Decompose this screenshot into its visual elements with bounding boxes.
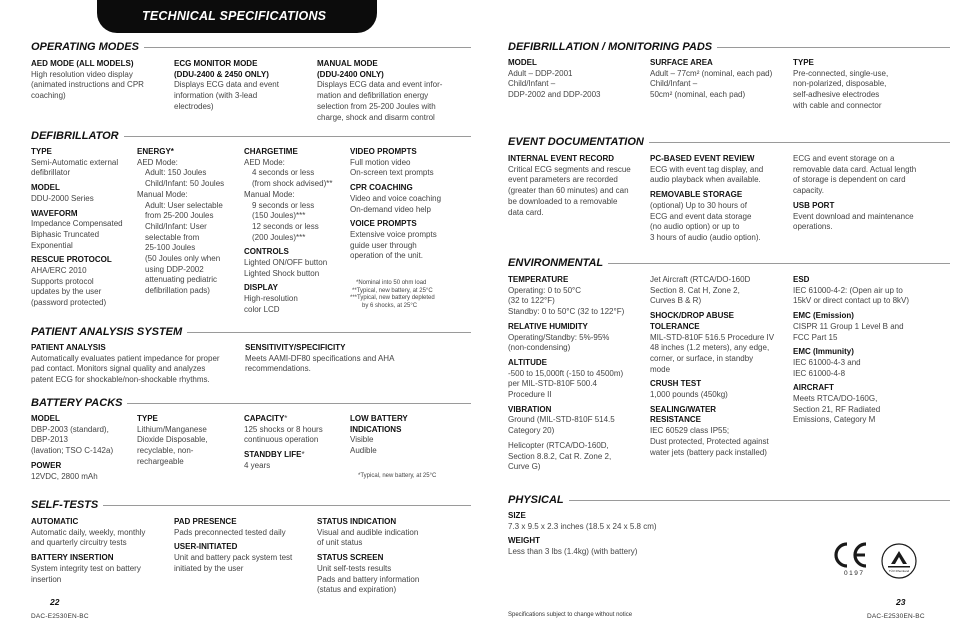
selftest-col-1 [31, 517, 166, 585]
spec-line: Lighted Shock button [244, 268, 320, 278]
spec-line: Unit and battery pack system test [174, 553, 293, 563]
spec-heading: SENSITIVITY/SPECIFICITY [245, 343, 346, 352]
spec-line: Audible [350, 446, 377, 456]
spec-line: Biphasic Truncated [31, 229, 100, 239]
spec-heading: TYPE [137, 414, 158, 423]
spec-line: Extensive voice prompts [350, 229, 437, 239]
defib-col-prompts [350, 147, 470, 262]
page-number: 22 [50, 597, 60, 607]
spec-line: audio playback when available. [650, 175, 761, 185]
spec-line: corner, or surface, in standby [650, 353, 754, 363]
section-title: OPERATING MODES [31, 41, 139, 53]
spec-line: ECG and event data storage [650, 211, 752, 221]
spec-line: Displays ECG data and event infor- [317, 80, 443, 90]
spec-line: (non-condensing) [508, 343, 571, 353]
card-storage-block [793, 154, 943, 233]
footnote: ***Typical, new battery depleted [350, 295, 435, 302]
spec-line: Less than 3 lbs (1.4kg) (with battery) [508, 547, 638, 557]
spec-line: (no audio option) or up to [650, 222, 740, 232]
pads-type-block [793, 58, 933, 112]
document-id: DAC-E2530EN-BC [867, 613, 925, 620]
document-id: DAC-E2530EN-BC [31, 613, 89, 620]
spec-line: of unit status [317, 538, 363, 548]
spec-line: Automatically evaluates patient impedance for proper [31, 353, 220, 363]
spec-heading: MODEL [31, 183, 60, 193]
page-title: TECHNICAL SPECIFICATIONS [142, 9, 327, 23]
section-rule [103, 505, 471, 506]
env-col-1 [508, 275, 648, 473]
spec-heading: STATUS INDICATION [317, 517, 397, 526]
spec-line: (greater than 60 minutes) and can [508, 186, 629, 196]
spec-line: Category 20) [508, 426, 555, 436]
spec-line: Curve G) [508, 462, 541, 472]
spec-line: Adult: User selectable [145, 200, 223, 210]
spec-line: data card. [508, 207, 544, 217]
spec-line: AED Mode: [137, 157, 178, 167]
spec-heading: EMC (Emission) [793, 311, 854, 321]
spec-line: Manual Mode: [137, 189, 188, 199]
spec-heading: BATTERY INSERTION [31, 553, 114, 563]
section-battery-packs [31, 396, 471, 410]
battery-col-capacity [244, 414, 346, 472]
spec-heading: CHARGETIME [244, 147, 298, 156]
spec-line: Automatic daily, weekly, monthly [31, 527, 146, 537]
section-title: DEFIBRILLATOR [31, 130, 119, 142]
spec-line: Operating/Standby: 5%-95% [508, 332, 610, 342]
spec-line: (animated instructions and CPR [31, 80, 144, 90]
spec-line: MIL-STD-810F 516.5 Procedure IV [650, 332, 775, 342]
patient-analysis-block [31, 343, 241, 386]
pc-event-review-block [650, 154, 790, 244]
ce-mark-icon [830, 540, 870, 570]
right-page [477, 0, 954, 640]
spec-line: ECG with event tag display, and [650, 164, 764, 174]
spec-heading: VIBRATION [508, 404, 552, 414]
spec-line: recyclable, non- [137, 446, 194, 456]
spec-heading: VIDEO PROMPTS [350, 147, 417, 156]
spec-heading: SHOCK/DROP ABUSE [650, 311, 735, 321]
spec-line: using DDP-2002 [145, 264, 204, 274]
spec-line: FCC Part 15 [793, 332, 838, 342]
spec-heading: INTERNAL EVENT RECORD [508, 154, 615, 163]
spec-heading: REMOVABLE STORAGE [650, 190, 743, 200]
section-title: SELF-TESTS [31, 499, 99, 511]
spec-line: defibrillation pads) [145, 286, 210, 296]
sensitivity-block [245, 343, 455, 375]
spec-line: (150 Joules)*** [252, 211, 306, 221]
spec-line: Adult – 77cm² (nominal, each pad) [650, 68, 773, 78]
spec-line: (200 Joules)*** [252, 232, 306, 242]
spec-line: Adult – DDP-2001 [508, 68, 573, 78]
spec-line: capacity. [793, 186, 824, 196]
spec-heading: (DDU-2400 & 2450 ONLY) [174, 69, 269, 79]
spec-line: Exponential [31, 240, 73, 250]
spec-heading: AIRCRAFT [793, 383, 834, 393]
section-title: DEFIBRILLATION / MONITORING PADS [508, 41, 713, 53]
spec-line: (password protected) [31, 298, 107, 308]
defib-footnotes [350, 280, 470, 310]
specifications-note: Specifications subject to change without notice [508, 612, 633, 618]
spec-heading: DISPLAY [244, 283, 278, 293]
section-self-tests [31, 498, 471, 512]
spec-line: event parameters are recorded [508, 175, 618, 185]
internal-event-record-block [508, 154, 646, 218]
spec-line: Event download and maintenance [793, 211, 914, 221]
spec-line: Displays ECG data and event [174, 80, 279, 90]
pads-surface-block [650, 58, 790, 101]
spec-line: On-demand video help [350, 204, 431, 214]
section-title: BATTERY PACKS [31, 397, 123, 409]
spec-line: Jet Aircraft (RTCA/DO-160D [650, 275, 751, 284]
spec-heading: RESISTANCE [650, 415, 701, 425]
section-rule [569, 500, 950, 501]
spec-line: Curves B & R) [650, 296, 702, 306]
spec-line: Pre-connected, single-use, [793, 68, 889, 78]
spec-line: color LCD [244, 304, 280, 314]
section-physical [508, 493, 950, 507]
footnote: **Typical, new battery, at 25°C [352, 287, 433, 294]
footnote-marker: * [284, 414, 288, 423]
section-rule [649, 142, 950, 143]
spec-line: electrodes) [174, 101, 214, 111]
spec-line: Pads and battery information [317, 574, 420, 584]
spec-line: per MIL-STD-810F 500.4 [508, 379, 597, 389]
spec-heading: POWER [31, 460, 62, 470]
spec-heading: STANDBY LIFE [244, 450, 302, 460]
spec-line: Child/Infant – [650, 79, 698, 89]
spec-line: CISPR 11 Group 1 Level B and [793, 321, 904, 331]
spec-line: Manual Mode: [244, 189, 295, 199]
spec-line: Full motion video [350, 157, 411, 167]
physical-block [508, 511, 758, 558]
spec-line: System integrity test on battery [31, 563, 141, 573]
spec-heading: WEIGHT [508, 536, 540, 546]
spec-line: AHA/ERC 2010 [31, 266, 87, 276]
spec-line: with cable and connector [793, 100, 882, 110]
defib-col-charge [244, 147, 346, 316]
spec-line: rechargeable [137, 456, 184, 466]
spec-line: Adult: 150 Joules [145, 168, 207, 178]
spec-line: Section 21, RF Radiated [793, 404, 881, 414]
section-title: PATIENT ANALYSIS SYSTEM [31, 326, 183, 338]
spec-heading: STATUS SCREEN [317, 553, 384, 563]
section-event-documentation [508, 135, 950, 149]
spec-heading: TYPE [31, 147, 52, 156]
spec-line: (from shock advised)** [252, 179, 333, 189]
section-title: PHYSICAL [508, 494, 564, 506]
spec-line: High resolution video display [31, 69, 133, 79]
spec-line: Supports protocol [31, 276, 94, 286]
spec-line: DDU-2000 Series [31, 193, 94, 203]
spec-line: guide user through [350, 240, 417, 250]
spec-line: DBP-2013 [31, 435, 68, 445]
spec-line: Visual and audible indication [317, 527, 419, 537]
spec-line: -500 to 15,000ft (-150 to 4500m) [508, 368, 624, 378]
spec-line: ECG and event storage on a [793, 154, 895, 163]
spec-line: selection from 25-200 Joules with [317, 101, 436, 111]
spec-line: 12VDC, 2800 mAh [31, 471, 98, 481]
spec-line: mation and defibrillation energy [317, 91, 429, 101]
section-rule [124, 136, 471, 137]
page-number: 23 [896, 597, 906, 607]
spec-line: (32 to 122°F) [508, 296, 555, 306]
spec-line: and quarterly circuitry tests [31, 538, 127, 548]
battery-col-type [137, 414, 239, 468]
spec-heading: AUTOMATIC [31, 517, 79, 526]
section-rule [127, 403, 471, 404]
spec-line: 3 hours of audio (audio option). [650, 232, 761, 242]
spec-line: Emissions, Category M [793, 415, 876, 425]
spec-line: (50 Joules only when [145, 254, 221, 264]
spec-heading: MODEL [31, 414, 60, 423]
ecg-mode-block [174, 59, 309, 113]
spec-line: 125 shocks or 8 hours [244, 424, 323, 434]
spec-line: coaching) [31, 91, 66, 101]
spec-line: Visible [350, 435, 374, 445]
spec-heading: MODEL [508, 58, 537, 67]
spec-line: Dioxide Disposable, [137, 435, 208, 445]
spec-line: operation of the unit. [350, 251, 423, 261]
spec-heading: PAD PRESENCE [174, 517, 237, 526]
spec-line: removable data card. Actual length [793, 164, 917, 174]
battery-col-low [350, 414, 460, 457]
title-banner [97, 0, 377, 33]
section-pads [508, 40, 950, 54]
defib-col-1 [31, 147, 133, 309]
spec-line: water jets (battery pack installed) [650, 447, 767, 457]
spec-heading: AED MODE (ALL MODELS) [31, 59, 134, 68]
spec-line: attenuating pediatric [145, 275, 218, 285]
spec-line: self-adhesive electrodes [793, 90, 880, 100]
env-col-3 [793, 275, 943, 426]
spec-line: from 25-200 Joules [145, 211, 214, 221]
spec-line: Meets AAMI-DF80 specifications and AHA [245, 353, 395, 363]
spec-line: information (with 3-lead [174, 91, 258, 101]
manual-mode-block [317, 59, 467, 123]
spec-line: DBP-2003 (standard), [31, 424, 109, 434]
spec-heading: ENERGY* [137, 147, 174, 156]
spec-line: Pads preconnected tested daily [174, 527, 286, 537]
spec-line: (lavation; TSO C-142a) [31, 446, 114, 456]
spec-line: (status and expiration) [317, 585, 397, 595]
spec-heading: ESD [793, 275, 810, 284]
spec-heading: WAVEFORM [31, 208, 78, 218]
spec-line: Child/Infant: 50 Joules [145, 179, 225, 189]
section-rule [717, 47, 950, 48]
section-title: ENVIRONMENTAL [508, 257, 604, 269]
tuv-label: TÜV Rheinland [888, 569, 910, 573]
spec-line: pad contact. Monitors signal quality and analyzes [31, 364, 206, 374]
spec-heading: VOICE PROMPTS [350, 219, 417, 229]
spec-heading: USER-INITIATED [174, 542, 238, 552]
spec-heading: TOLERANCE [650, 321, 700, 331]
spec-line: (optional) Up to 30 hours of [650, 200, 747, 210]
spec-line: IEC 60529 class IP55; [650, 426, 730, 436]
spec-line: initiated by the user [174, 563, 244, 573]
spec-line: insertion [31, 574, 62, 584]
spec-line: Impedance Compensated [31, 219, 123, 229]
spec-line: Procedure II [508, 390, 552, 400]
spec-line: Ground (MIL-STD-810F 514.5 [508, 415, 615, 425]
spec-line: On-screen text prompts [350, 168, 434, 178]
section-patient-analysis [31, 325, 471, 339]
spec-line: DDP-2002 and DDP-2003 [508, 90, 601, 100]
spec-line: 4 seconds or less [252, 168, 315, 178]
spec-heading: CPR COACHING [350, 183, 413, 193]
section-title: EVENT DOCUMENTATION [508, 136, 644, 148]
spec-heading: PATIENT ANALYSIS [31, 343, 106, 352]
spec-line: 1,000 pounds (450kg) [650, 390, 728, 400]
spec-heading: INDICATIONS [350, 424, 402, 434]
spec-line: Standby: 0 to 50°C (32 to 122°F) [508, 307, 625, 317]
selftest-col-2 [174, 517, 312, 575]
spec-line: of storage is dependent on card [793, 175, 906, 185]
spec-heading: ALTITUDE [508, 357, 547, 367]
spec-line: Lithium/Manganese [137, 424, 207, 434]
spec-line: operations. [793, 222, 833, 232]
section-rule [187, 332, 471, 333]
spec-line: Unit self-tests results [317, 563, 392, 573]
spec-heading: USB PORT [793, 200, 835, 210]
spec-line: defibrillator [31, 168, 71, 178]
spec-line: Dust protected, Protected against [650, 436, 769, 446]
spec-line: Operating: 0 to 50°C [508, 285, 582, 295]
spec-heading: CAPACITY [244, 414, 285, 423]
spec-heading: SURFACE AREA [650, 58, 713, 67]
spec-heading: CRUSH TEST [650, 379, 702, 389]
section-rule [144, 47, 471, 48]
spec-line: charge, shock and disarm control [317, 112, 435, 122]
spec-heading: MANUAL MODE [317, 59, 378, 68]
spec-line: AED Mode: [244, 157, 285, 167]
spec-line: 7.3 x 9.5 x 2.3 inches (18.5 x 24 x 5.8 cm) [508, 521, 657, 531]
env-col-2 [650, 275, 790, 458]
spec-line: Critical ECG segments and rescue [508, 164, 631, 174]
selftest-col-3 [317, 517, 467, 596]
spec-line: Section 8. Cat H, Zone 2, [650, 285, 740, 295]
spec-line: IEC 61000-4-2: (Open air up to [793, 285, 903, 295]
spec-line: 50cm² (nominal, each pad) [650, 90, 746, 100]
defib-col-energy [137, 147, 239, 297]
spec-line: Child/Infant: User [145, 221, 207, 231]
spec-line: 12 seconds or less [252, 221, 319, 231]
spec-heading: TEMPERATURE [508, 275, 569, 284]
spec-line: 4 years [244, 460, 271, 470]
ce-notified-body-number: 0197 [844, 570, 865, 577]
spec-line: Helicopter (RTCA/DO-160D, [508, 440, 609, 450]
section-environmental [508, 256, 950, 270]
spec-heading: EMC (Immunity) [793, 347, 854, 357]
spec-heading: CONTROLS [244, 247, 289, 257]
spec-heading: LOW BATTERY [350, 414, 408, 423]
spec-line: Child/Infant – [508, 79, 556, 89]
spec-line: 9 seconds or less [252, 200, 315, 210]
spec-line: mode [650, 364, 671, 374]
footnote-marker: * [301, 450, 305, 460]
section-operating-modes [31, 40, 471, 54]
tuv-certification-icon [881, 543, 917, 579]
section-defibrillator [31, 129, 471, 143]
spec-line: 48 inches (1.2 meters), any edge, [650, 343, 770, 353]
spec-line: Meets RTCA/DO-160G, [793, 394, 878, 404]
spec-line: non-polarized, disposable, [793, 79, 887, 89]
battery-col-1 [31, 414, 133, 482]
spec-heading: SEALING/WATER [650, 404, 717, 414]
spec-line: IEC 61000-4-8 [793, 368, 846, 378]
footnote: *Nominal into 50 ohm load [356, 280, 427, 286]
spec-line: 15kV or direct contact up to 8kV) [793, 296, 910, 306]
battery-footnote: *Typical, new battery, at 25°C [358, 473, 437, 479]
spec-line: continuous operation [244, 435, 319, 445]
spec-heading: ECG MONITOR MODE [174, 59, 258, 68]
spec-line: updates by the user [31, 287, 102, 297]
spec-line: be downloaded to a removable [508, 196, 618, 206]
spec-line: recommendations. [245, 364, 311, 374]
footnote: by 6 shocks, at 25°C [362, 302, 418, 309]
spec-line: Video and voice coaching [350, 193, 442, 203]
spec-line: selectable from [145, 232, 200, 242]
spec-heading: RELATIVE HUMIDITY [508, 321, 588, 331]
spec-line: Semi-Automatic external [31, 157, 119, 167]
spec-heading: (DDU-2400 ONLY) [317, 69, 384, 79]
spec-line: patent ECG for shockable/non-shockable rhythms. [31, 375, 210, 385]
aed-mode-block [31, 59, 161, 102]
spec-heading: RESCUE PROTOCOL [31, 255, 112, 265]
pads-model-block [508, 58, 643, 101]
spec-heading: SIZE [508, 511, 526, 520]
section-rule [608, 263, 950, 264]
spec-line: Lighted ON/OFF button [244, 258, 328, 268]
spec-line: Section 8.8.2, Cat R. Zone 2, [508, 451, 612, 461]
spec-line: IEC 61000-4-3 and [793, 357, 861, 367]
spec-line: 25-100 Joules [145, 243, 196, 253]
spec-heading: PC-BASED EVENT REVIEW [650, 154, 755, 163]
spec-heading: TYPE [793, 58, 814, 67]
spec-line: High-resolution [244, 294, 298, 304]
